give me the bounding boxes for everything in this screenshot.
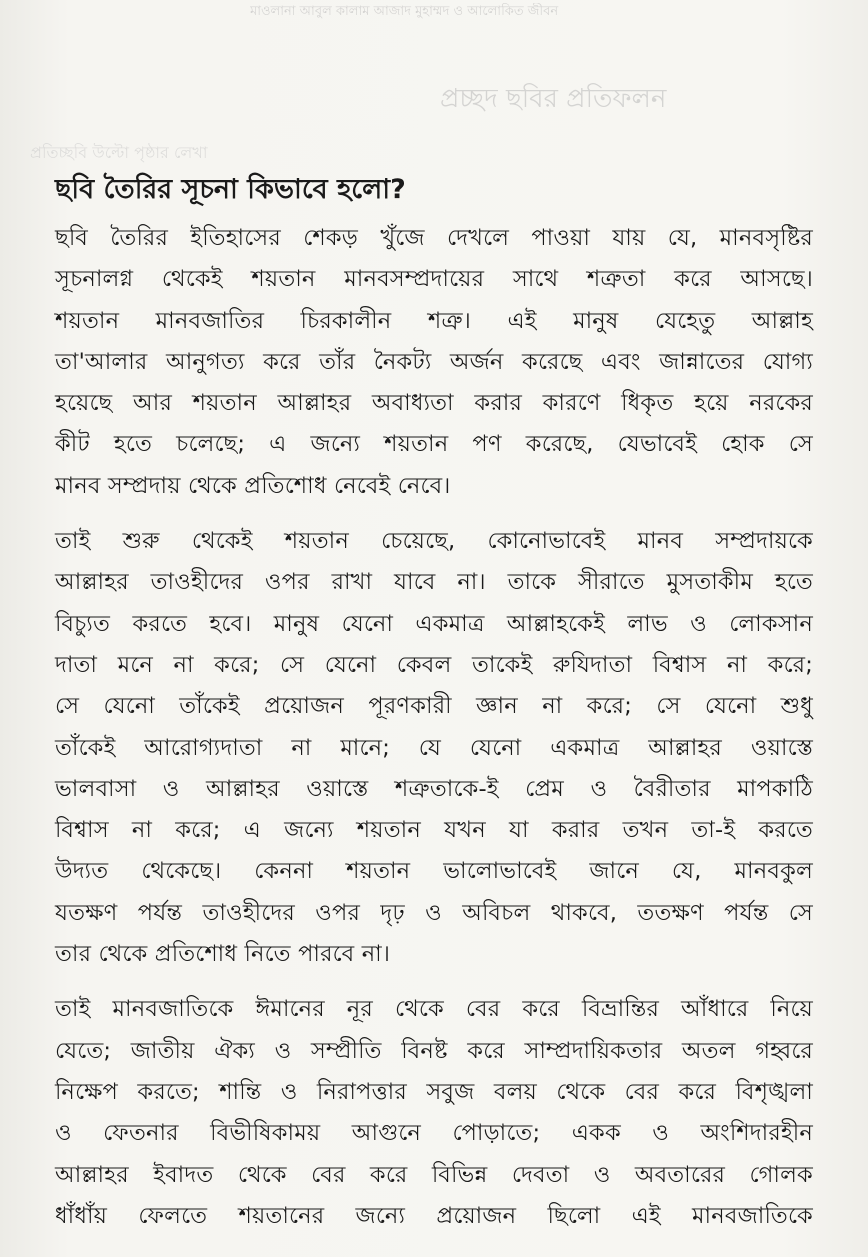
text-line: যেতে; জাতীয় ঐক্য ও সম্প্রীতি বিনষ্ট করে সাম্প্রদায়িকতার অতল গহ্বরে (55, 1037, 813, 1064)
bleed-through-header: মাওলানা আবুল কালাম আজাদ মুহাম্মদ ও আলোকিত জীবন (250, 4, 559, 19)
bleed-through-title: প্রচ্ছদ ছবির প্রতিফলন (440, 84, 667, 114)
text-line: কীট হতে চলেছে; এ জন্যে শয়তান পণ করেছে, যেভাবেই হোক সে (55, 431, 813, 458)
text-line: তার থেকে প্রতিশোধ নিতে পারবে না। (55, 941, 391, 968)
text-line: হয়েছে আর শয়তান আল্লাহর অবাধ্যতা করার কারণে ধিকৃত হয়ে নরকের (55, 390, 813, 417)
text-line: তাঁকেই আরোগ্যদাতা না মানে; যে যেনো একমাত্র আল্লাহর ওয়াস্তে (55, 734, 813, 761)
text-line: দাতা মনে না করে; সে যেনো কেবল তাকেই রুযিদাতা বিশ্বাস না করে; (55, 651, 813, 678)
text-line: আল্লাহর তাওহীদের ওপর রাখা যাবে না। তাকে সীরাতে মুসতাকীম হতে (55, 569, 813, 596)
text-line: ভালবাসা ও আল্লাহর ওয়াস্তে শত্রুতাকে-ই প্রেম ও বৈরীতার মাপকাঠি (55, 775, 813, 802)
page-content (55, 170, 813, 1251)
bleed-through-line: প্রতিচ্ছবি উল্টো পৃষ্ঠার লেখা (30, 143, 208, 162)
text-line: উদ্যত থেকেছে। কেননা শয়তান ভালোভাবেই জানে যে, মানবকুল (55, 858, 813, 885)
text-line: যতক্ষণ পর্যন্ত তাওহীদের ওপর দৃঢ় ও অবিচল থাকবে, ততক্ষণ পর্যন্ত সে (55, 899, 813, 926)
text-line: ও ফেতনার বিভীষিকাময় আগুনে পোড়াতে; একক ও অংশিদারহীন (55, 1120, 813, 1147)
paragraph-2 (55, 521, 813, 975)
text-line: শয়তান মানবজাতির চিরকালীন শত্রু। এই মানুষ যেহেতু আল্লাহ (55, 307, 813, 334)
section-heading: ছবি তৈরির সূচনা কিভাবে হলো? (55, 174, 406, 205)
text-line: মানব সম্প্রদায় থেকে প্রতিশোধ নেবেই নেবে। (55, 472, 451, 499)
paragraph-1 (55, 218, 813, 507)
text-line: সূচনালগ্ন থেকেই শয়তান মানবসম্প্রদায়ের সাথে শত্রুতা করে আসছে। (55, 266, 813, 293)
text-line: তা'আলার আনুগত্য করে তাঁর নৈকট্য অর্জন করেছে এবং জান্নাতের যোগ্য (55, 348, 813, 375)
text-line: নিক্ষেপ করতে; শান্তি ও নিরাপত্তার সবুজ বলয় থেকে বের করে বিশৃঙ্খলা (55, 1078, 813, 1105)
text-line: বিচ্যুত করতে হবে। মানুষ যেনো একমাত্র আল্লাহকেই লাভ ও লোকসান (55, 610, 813, 637)
text-line: আল্লাহর ইবাদত থেকে বের করে বিভিন্ন দেবতা ও অবতারের গোলক (55, 1161, 813, 1188)
text-line: তাই মানবজাতিকে ঈমানের নূর থেকে বের করে বিভ্রান্তির আঁধারে নিয়ে (55, 996, 813, 1023)
text-line: বিশ্বাস না করে; এ জন্যে শয়তান যখন যা করার তখন তা-ই করতে (55, 817, 813, 844)
text-line: তাই শুরু থেকেই শয়তান চেয়েছে, কোনোভাবেই মানব সম্প্রদায়কে (55, 528, 813, 555)
paragraph-3 (55, 989, 813, 1237)
text-line: ধাঁধাঁয় ফেলতে শয়তানের জন্যে প্রয়োজন ছিলো এই মানবজাতিকে (55, 1202, 813, 1229)
text-line: ছবি তৈরির ইতিহাসের শেকড় খুঁজে দেখলে পাওয়া যায় যে, মানবসৃষ্টির (55, 225, 813, 251)
text-line: সে যেনো তাঁকেই প্রয়োজন পূরণকারী জ্ঞান না করে; সে যেনো শুধু (55, 693, 813, 720)
